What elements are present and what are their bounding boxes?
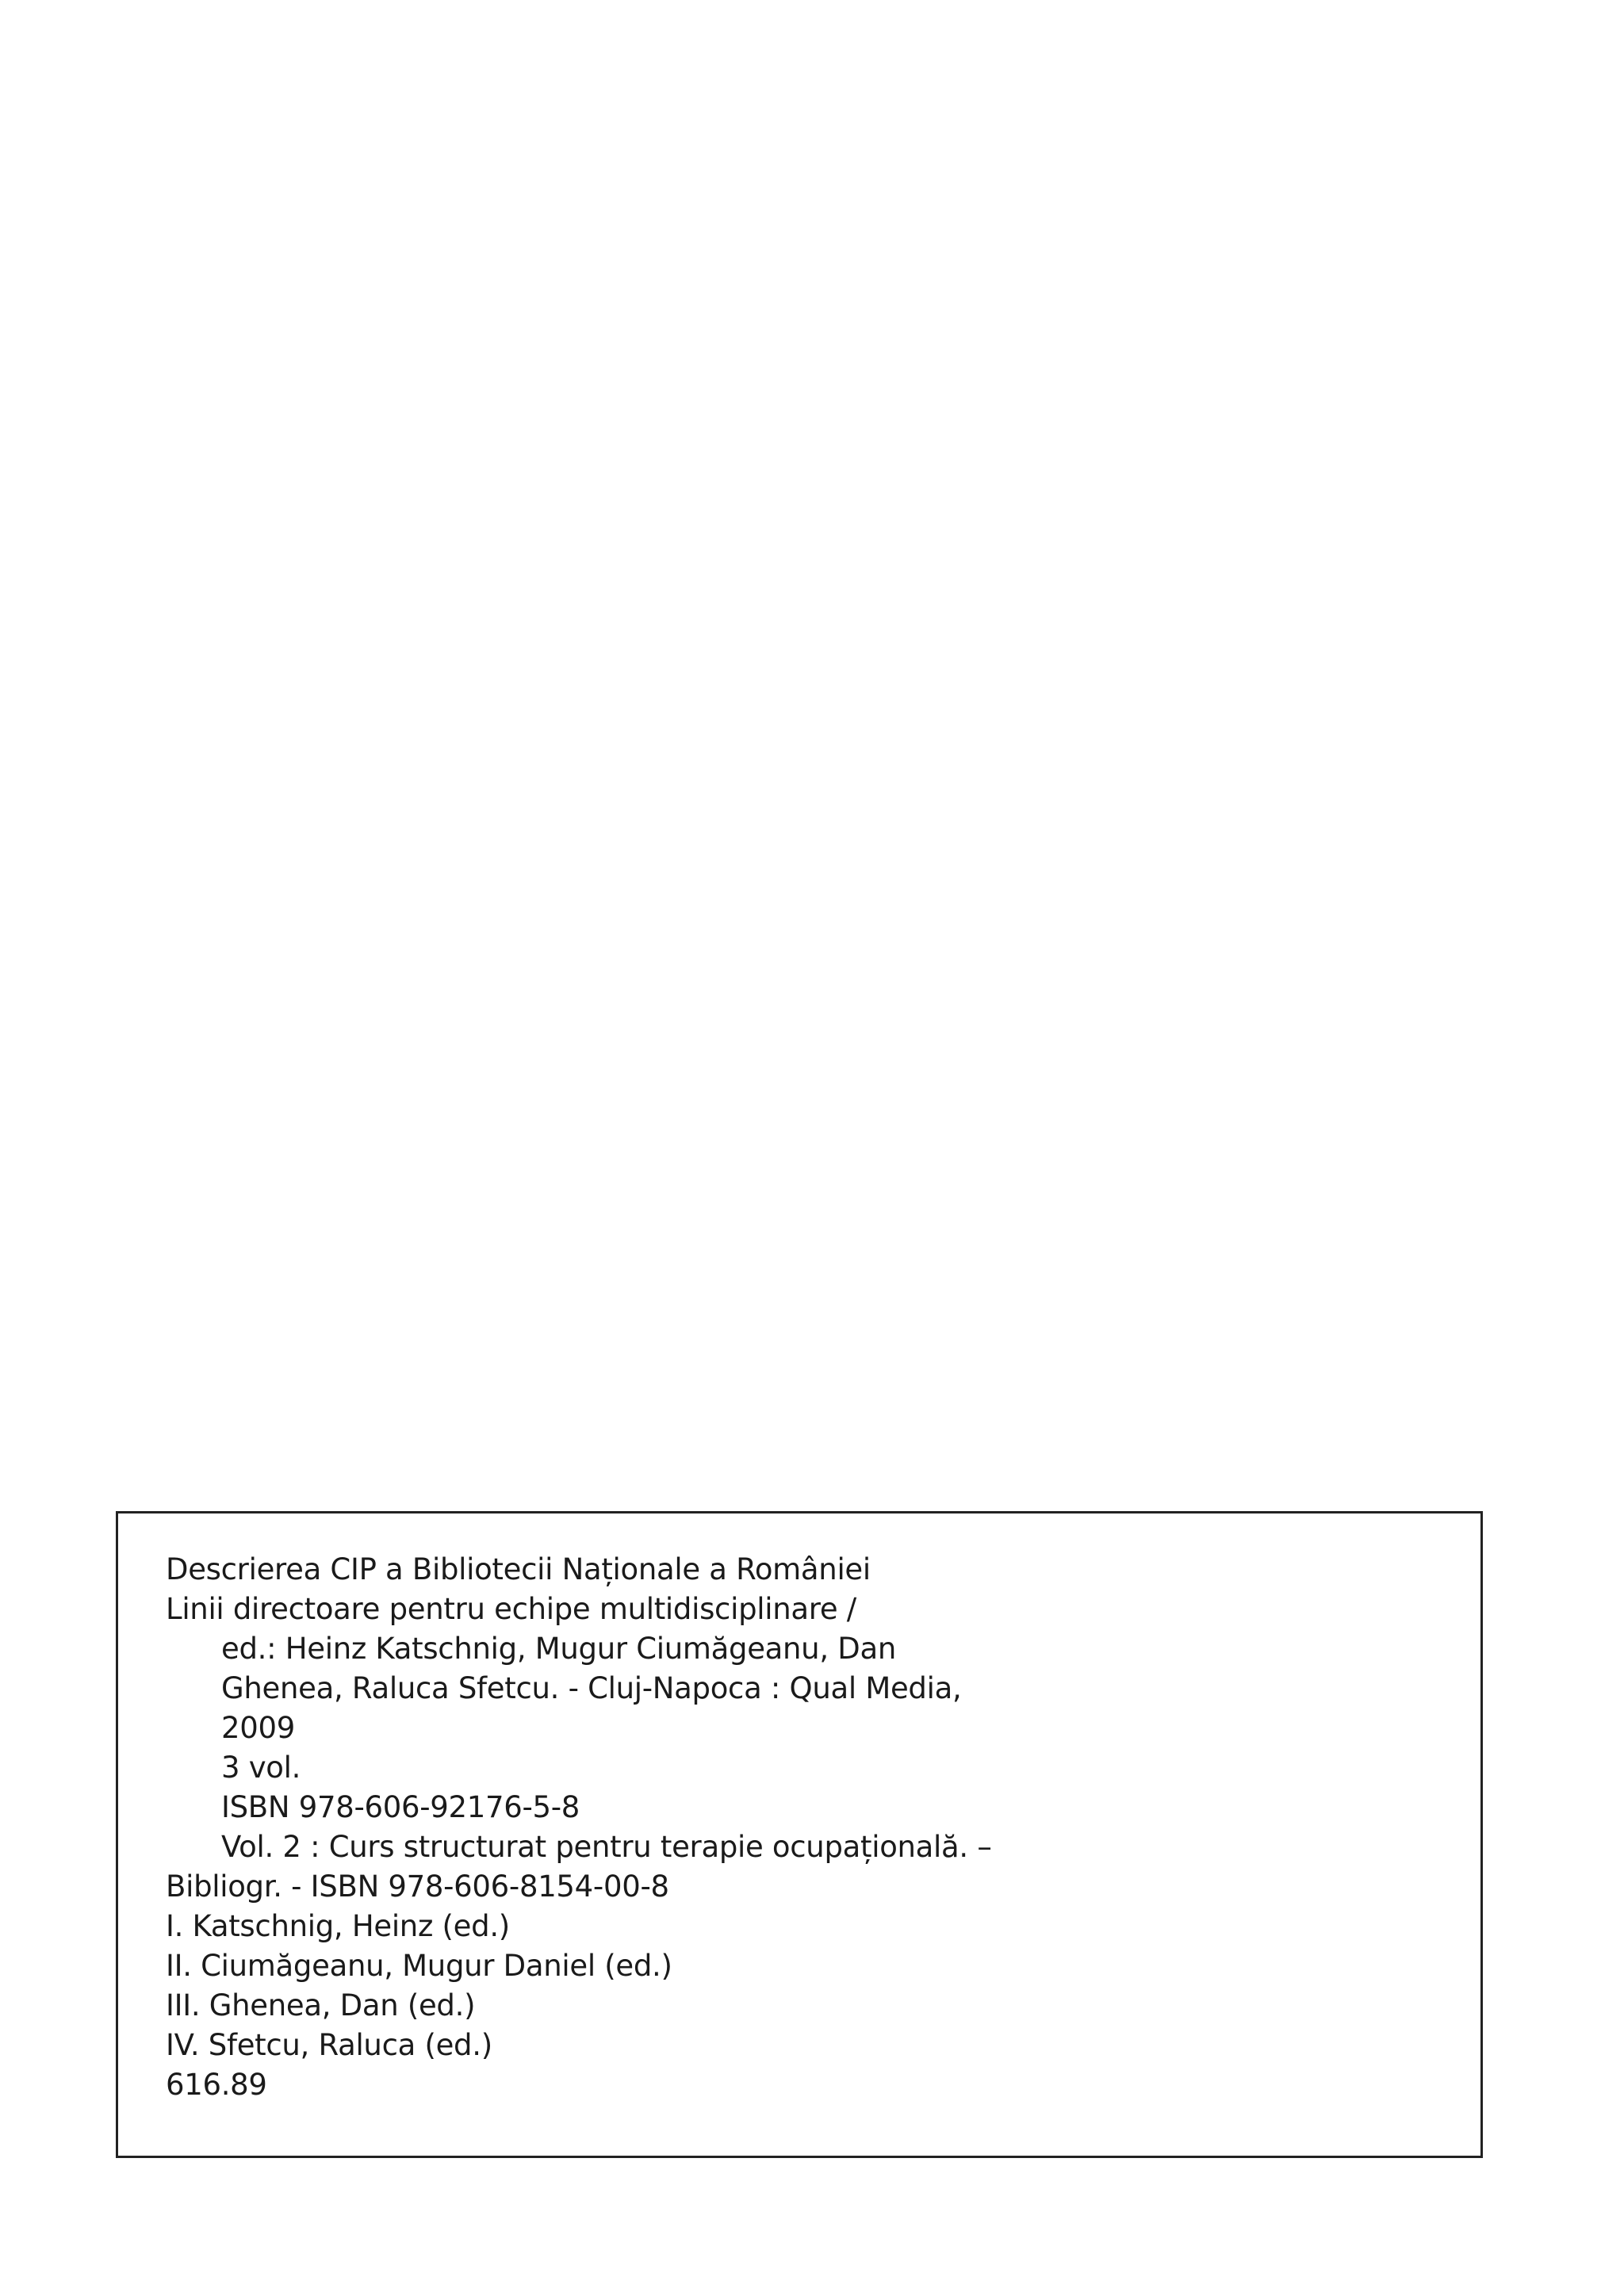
cip-line-volume-title: Vol. 2 : Curs structurat pentru terapie ocupațională. – <box>221 1830 992 1864</box>
cip-line-classification: 616.89 <box>166 2068 267 2102</box>
cip-line-title: Linii directoare pentru echipe multidisciplinare / <box>166 1592 856 1626</box>
cip-line-editor-4: IV. Sfetcu, Raluca (ed.) <box>166 2028 492 2062</box>
cip-line-editors: ed.: Heinz Katschnig, Mugur Ciumăgeanu, Dan <box>221 1632 896 1666</box>
cip-lines <box>166 1550 992 2105</box>
cip-line-editor-2: II. Ciumăgeanu, Mugur Daniel (ed.) <box>166 1949 672 1983</box>
cip-line-editor-3: III. Ghenea, Dan (ed.) <box>166 1988 476 2022</box>
cip-line-year: 2009 <box>221 1711 295 1745</box>
cip-description-box <box>116 1511 1483 2158</box>
cip-line-volumes: 3 vol. <box>221 1751 301 1785</box>
cip-line-publisher: Ghenea, Raluca Sfetcu. - Cluj-Napoca : Qual Media, <box>221 1671 962 1705</box>
cip-line-isbn: ISBN 978-606-92176-5-8 <box>221 1790 580 1824</box>
cip-line-editor-1: I. Katschnig, Heinz (ed.) <box>166 1909 510 1943</box>
cip-line-bibliography: Bibliogr. - ISBN 978-606-8154-00-8 <box>166 1869 669 1904</box>
cip-line-heading: Descrierea CIP a Bibliotecii Naționale a României <box>166 1552 871 1586</box>
